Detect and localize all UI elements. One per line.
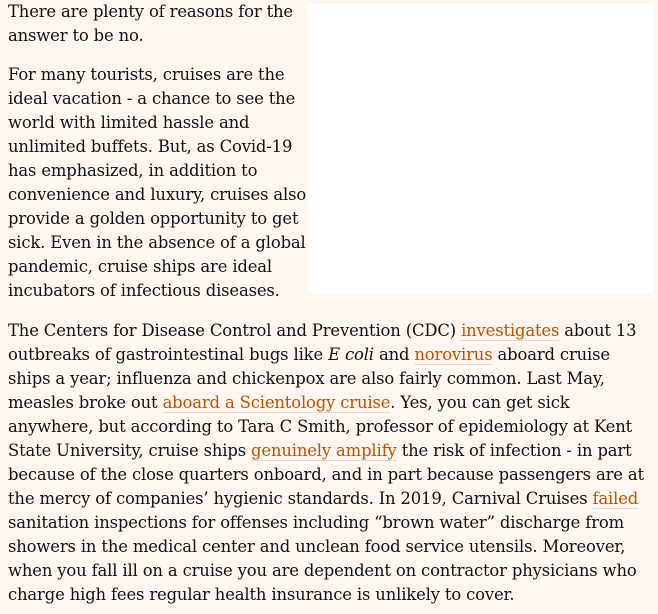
paragraph-text: The Centers for Disease Control and Prevention (CDC) xyxy=(8,321,462,340)
paragraph-text: about 13 outbreaks of gastrointestinal bugs like xyxy=(8,321,637,364)
paragraph-text: and xyxy=(373,345,415,364)
link-scientology-cruise[interactable]: aboard a Scientology cruise xyxy=(162,393,391,412)
link-failed[interactable]: failed xyxy=(592,489,639,508)
paragraph-cdc xyxy=(8,319,648,607)
paragraph-text: sanitation inspections for offenses including “brown water” discharge from showers in the medical center and unclean food service utensils. Moreover, when you fall ill on a cruise you are dependent on contractor physicians who charge high fees regular health insurance is unlikely to cover. xyxy=(8,513,637,604)
ad-slot xyxy=(308,4,653,294)
emphasis-ecoli: E coli xyxy=(328,345,374,364)
paragraph-text: . Yes, you can get sick anywhere, but according to Tara C Smith, professor of epidemiology at Kent State University, cruise ships xyxy=(8,393,633,460)
link-genuinely-amplify[interactable]: genuinely amplify xyxy=(251,441,397,460)
paragraph-intro: There are plenty of reasons for the answer to be no. xyxy=(8,2,293,45)
paragraph-text: the risk of infection - in part because of the close quarters onboard, and in part because passengers are at the mercy of companies’ hygienic standards. In 2019, Carnival Cruises xyxy=(8,441,644,508)
link-norovirus[interactable]: norovirus xyxy=(414,345,493,364)
link-investigates[interactable]: investigates xyxy=(461,321,560,340)
paragraph-tourists: For many tourists, cruises are the ideal vacation - a chance to see the world with limited hassle and unlimited buffets. But, as Covid-19 has emphasized, in addition to convenience and luxury, cruises also provide a golden opportunity to get sick. Even in the absence of a global pandemic, cruise ships are ideal incubators of infectious diseases. xyxy=(8,65,307,300)
paragraph-text: aboard cruise ships a year; influenza and chickenpox are also fairly common. Last May, measles broke out xyxy=(8,345,610,412)
